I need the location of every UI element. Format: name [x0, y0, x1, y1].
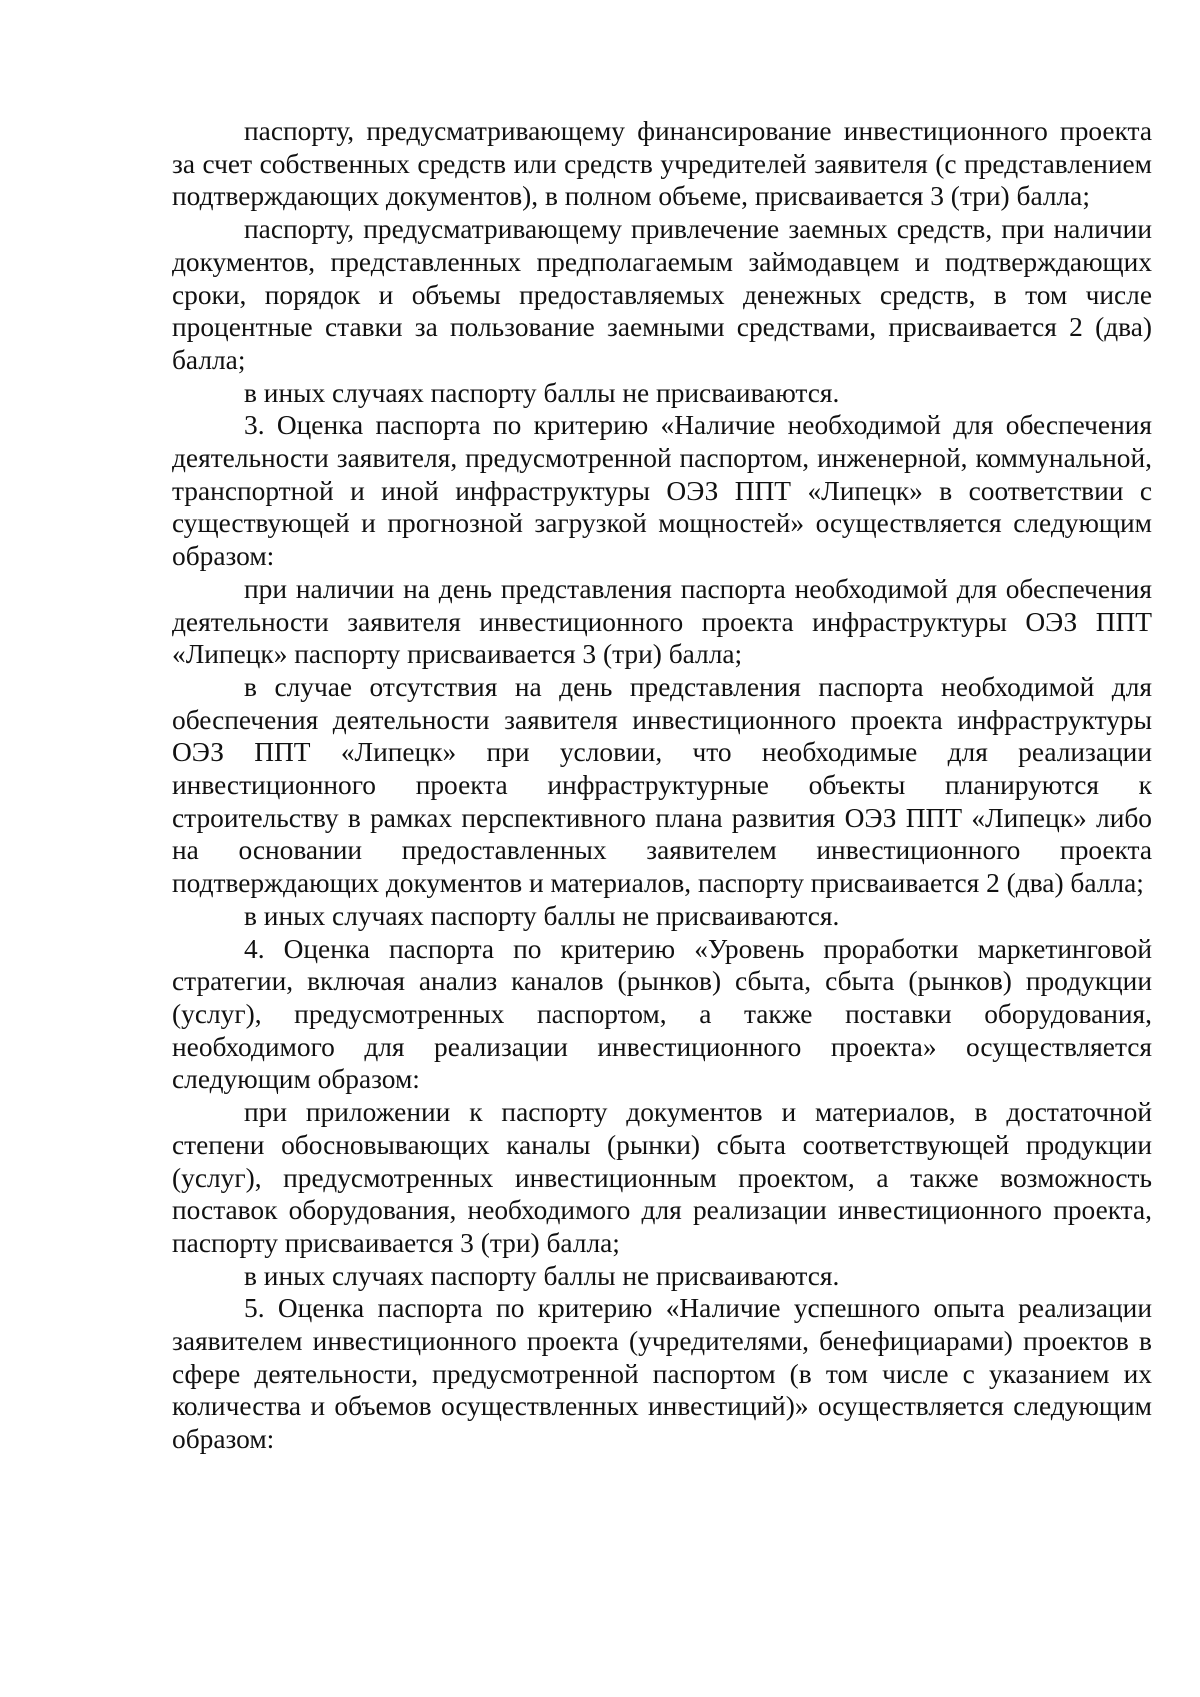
paragraph-infrastructure-available: при наличии на день представления паспорта необходимой для обеспечения деятельности заявителя инвестиционного проекта инфраструктуры ОЭЗ ППТ «Липецк» паспорту присваивается 3 (три) балла;: [172, 573, 1152, 670]
paragraph-no-points: в иных случаях паспорту баллы не присваиваются.: [244, 377, 840, 408]
document-page: [172, 115, 1152, 1456]
paragraph-criterion-4: 4. Оценка паспорта по критерию «Уровень проработки маркетинговой стратегии, включая анализ каналов (рынков) сбыта, сбыта (рынков) продукции (услуг), предусмотренных паспортом, а также поставки оборудования, необходимого для реализации инвестиционного проекта» осуществляется следующим образом:: [172, 933, 1152, 1095]
paragraph-no-points: в иных случаях паспорту баллы не присваиваются.: [244, 900, 840, 931]
paragraph-borrowed-funds: паспорту, предусматривающему привлечение заемных средств, при наличии документов, представленных предполагаемым займодавцем и подтверждающих сроки, порядок и объемы предоставляемых денежных средств, в том числе процентные ставки за пользование заемными средствами, присваивается 2 (два) балла;: [172, 214, 1152, 375]
paragraph-criterion-5: 5. Оценка паспорта по критерию «Наличие успешного опыта реализации заявителем инвестиционного проекта (учредителями, бенефициарами) проектов в сфере деятельности, предусмотренной паспортом (в том числе с указанием их количества и объемов осуществленных инвестиций)» осуществляется следующим образом:: [172, 1293, 1152, 1455]
paragraph-no-points: в иных случаях паспорту баллы не присваиваются.: [244, 1260, 840, 1291]
paragraph-own-funds: паспорту, предусматривающему финансирование инвестиционного проекта за счет собственных средств или средств учредителей заявителя (с представлением подтверждающих документов), в полном объеме, присваивается 3 (три) балла;: [172, 116, 1152, 212]
paragraph-criterion-3: 3. Оценка паспорта по критерию «Наличие необходимой для обеспечения деятельности заявителя, предусмотренной паспортом, инженерной, коммунальной, транспортной и иной инфраструктуры ОЭЗ ППТ «Липецк» в соответствии с существующей и прогнозной загрузкой мощностей» осуществляется следующим образом:: [172, 410, 1152, 572]
paragraph-infrastructure-planned: в случае отсутствия на день представления паспорта необходимой для обеспечения деятельности заявителя инвестиционного проекта инфраструктуры ОЭЗ ППТ «Липецк» при условии, что необходимые для реализации инвестиционного проекта инфраструктурные объекты планируются к строительству в рамках перспективного плана развития ОЭЗ ППТ «Липецк» либо на основании предоставленных заявителем инвестиционного проекта подтверждающих документов и материалов, паспорту присваивается 2 (два) балла;: [172, 671, 1152, 899]
paragraph-marketing-documents: при приложении к паспорту документов и материалов, в достаточной степени обосновывающих каналы (рынки) сбыта соответствующей продукции (услуг), предусмотренных инвестиционным проектом, а также возможность поставок оборудования, необходимого для реализации инвестиционного проекта, паспорту присваивается 3 (три) балла;: [172, 1097, 1152, 1258]
